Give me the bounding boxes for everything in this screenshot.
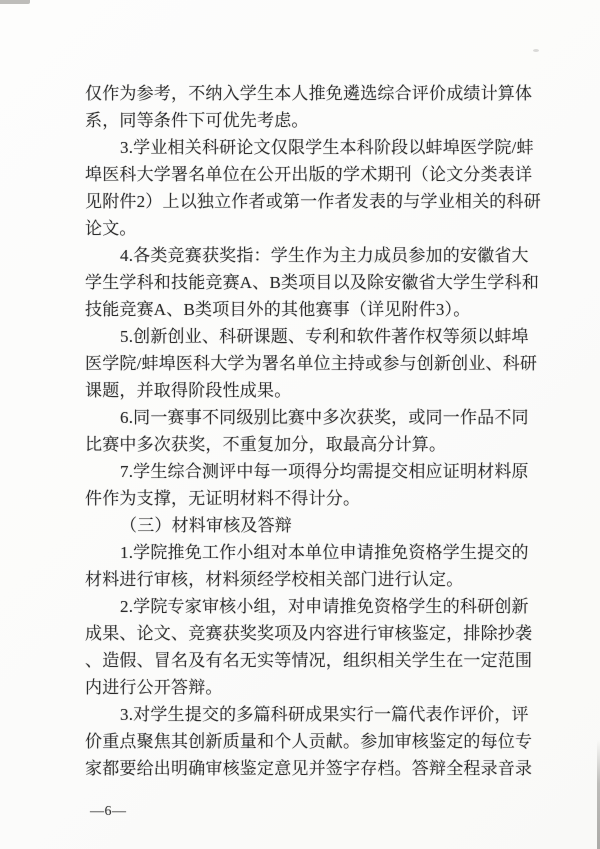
text-line: （三）材料审核及答辩: [120, 516, 292, 535]
text-line: 技能竞赛A、B类项目外的其他赛事（详见附件3）。: [85, 300, 471, 319]
text-line: 1.学院推免工作小组对本单位申请推免资格学生提交的: [120, 543, 529, 562]
text-line: 系，同等条件下可优先考虑。: [85, 111, 309, 130]
text-line: 课题，并取得阶段性成果。: [85, 381, 292, 400]
document-body-text: [85, 80, 541, 782]
text-line: 学生学科和技能竞赛A、B类项目以及除安徽省大学生学科和: [85, 273, 540, 292]
scan-artifact-top-left: [0, 0, 30, 4]
text-line: 3.对学生提交的多篇科研成果实行一篇代表作评价，评: [120, 705, 529, 724]
text-line: 成果、论文、竞赛获奖奖项及内容进行审核鉴定，排除抄袭: [85, 624, 533, 643]
text-line: 家都要给出明确审核鉴定意见并签字存档。答辩全程录音录: [85, 759, 533, 778]
text-line: 材料进行审核，材料须经学校相关部门进行认定。: [85, 570, 464, 589]
text-line: 5.创新创业、科研课题、专利和软件著作权等须以蚌埠: [120, 327, 529, 346]
text-line: 医学院/蚌埠医科大学为署名单位主持或参与创新创业、科研: [85, 354, 538, 373]
text-line: 3.学业相关科研论文仅限学生本科阶段以蚌埠医学院/蚌: [120, 138, 534, 157]
text-line: 2.学院专家审核小组，对申请推免资格学生的科研创新: [120, 597, 529, 616]
text-line: 件作为支撑，无证明材料不得计分。: [85, 489, 361, 508]
text-line: 仅作为参考，不纳入学生本人推免遴选综合评价成绩计算体: [85, 84, 533, 103]
page-number: —6—: [90, 804, 127, 819]
text-line: 7.学生综合测评中每一项得分均需提交相应证明材料原: [120, 462, 529, 481]
text-line: 论文。: [85, 219, 137, 238]
text-line: 内进行公开答辩。: [85, 678, 223, 697]
text-line: 见附件2）上以独立作者或第一作者发表的与学业相关的科研: [85, 192, 541, 211]
scan-speck: [533, 49, 539, 52]
text-line: 6.同一赛事不同级别比赛中多次获奖，或同一作品不同: [120, 408, 529, 427]
text-line: 、造假、冒名及有名无实等情况，组织相关学生在一定范围: [85, 651, 533, 670]
text-line: 比赛中多次获奖，不重复加分，取最高分计算。: [85, 435, 447, 454]
text-line: 埠医科大学署名单位在公开出版的学术期刊（论文分类表详: [85, 165, 533, 184]
text-line: 价重点聚焦其创新质量和个人贡献。参加审核鉴定的每位专: [85, 732, 533, 751]
text-line: 4.各类竞赛获奖指：学生作为主力成员参加的安徽省大: [120, 246, 529, 265]
